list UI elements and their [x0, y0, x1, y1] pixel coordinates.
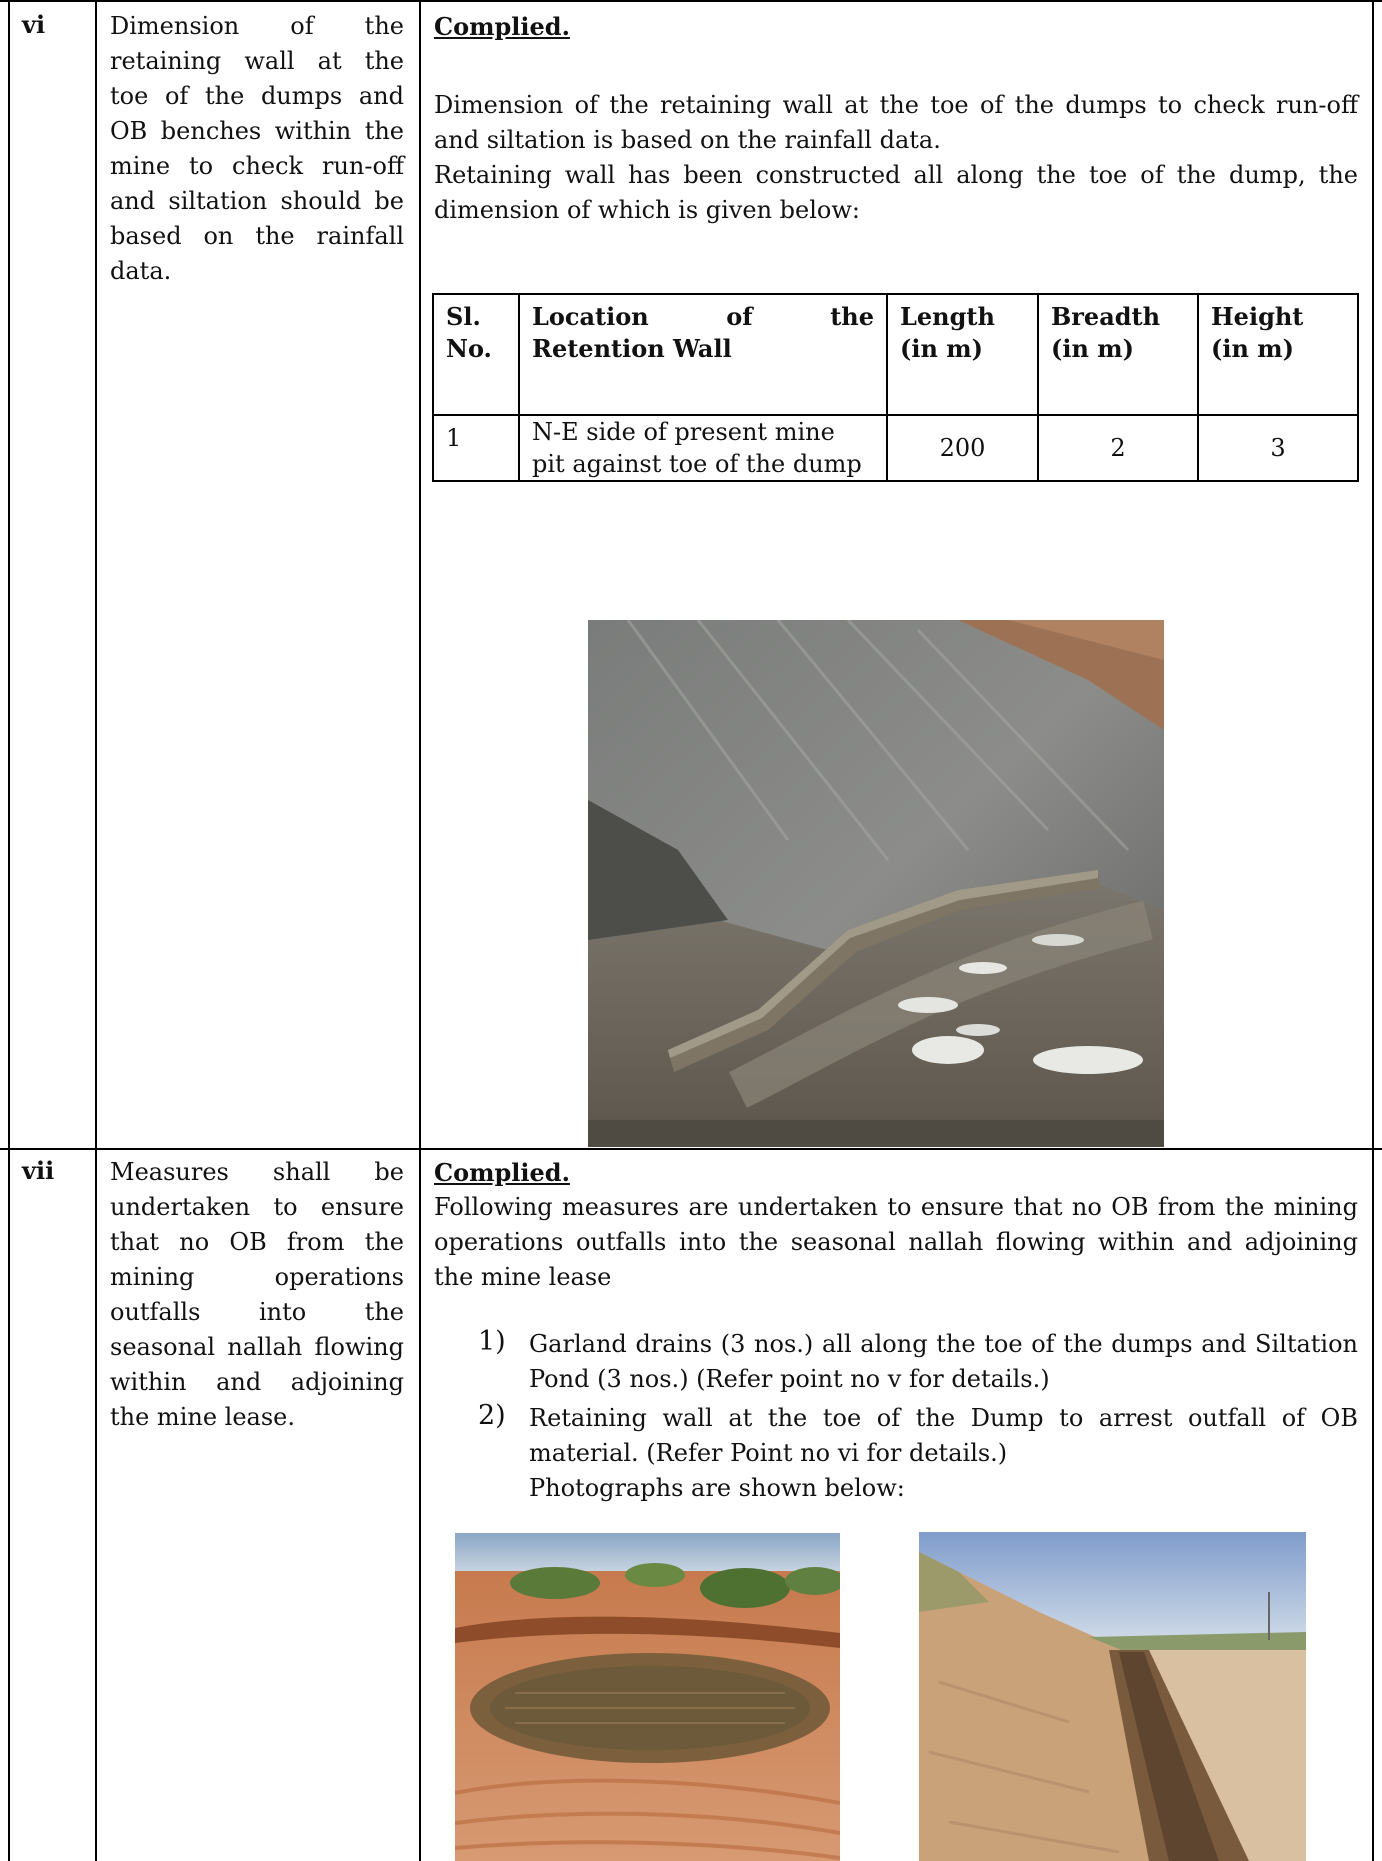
condition-line: based on the rainfall — [110, 222, 404, 250]
condition-line: and siltation should be — [110, 187, 404, 215]
table-left-border — [8, 0, 10, 1861]
serial-number-vii: vii — [22, 1156, 55, 1185]
photos-caption: Photographs are shown below: — [529, 1474, 905, 1502]
header-length: Length (in m) — [887, 294, 1038, 415]
header-location: Location of the Retention Wall — [519, 294, 887, 415]
garland-drain-photo — [919, 1532, 1306, 1861]
serial-number-vi: vi — [22, 10, 46, 39]
column-divider-1 — [95, 0, 97, 1861]
condition-line: Dimension of the — [110, 12, 404, 40]
cell-location: N-E side of present mine pit against toe of the dump — [519, 415, 887, 481]
header-slno: Sl. No. — [433, 294, 519, 415]
condition-line: within and adjoining — [110, 1368, 404, 1396]
table-right-border — [1372, 0, 1374, 1861]
condition-line: retaining wall at the — [110, 47, 404, 75]
paragraph-line: Retaining wall has been constructed all along the toe of the dump, the — [434, 161, 1358, 189]
cell-slno: 1 — [433, 415, 519, 481]
list-item-line: Pond (3 nos.) (Refer point no v for details.) — [529, 1365, 1050, 1393]
condition-line: data. — [110, 257, 172, 285]
list-number: 2) — [478, 1400, 506, 1431]
condition-line: outfalls into the — [110, 1298, 404, 1326]
list-item-line: Garland drains (3 nos.) all along the toe of the dumps and Siltation — [529, 1330, 1358, 1358]
condition-line: undertaken to ensure — [110, 1193, 404, 1221]
list-item-line: material. (Refer Point no vi for details.) — [529, 1439, 1008, 1467]
cell-breadth: 2 — [1038, 415, 1198, 481]
condition-line: mining operations — [110, 1263, 404, 1291]
condition-line: Measures shall be — [110, 1158, 404, 1186]
retaining-wall-dimension-table — [432, 293, 1359, 482]
paragraph-line: Following measures are undertaken to ensure that no OB from the mining — [434, 1193, 1358, 1221]
table-row — [433, 415, 1358, 481]
cell-length: 200 — [887, 415, 1038, 481]
siltation-pond-photo — [455, 1533, 840, 1861]
paragraph-line: the mine lease — [434, 1263, 612, 1291]
column-divider-2 — [419, 0, 421, 1861]
header-height: Height (in m) — [1198, 294, 1358, 415]
table-header-row — [433, 294, 1358, 415]
list-item-line: Retaining wall at the toe of the Dump to arrest outfall of OB — [529, 1404, 1358, 1432]
paragraph-line: dimension of which is given below: — [434, 196, 860, 224]
status-complied-vi: Complied. — [434, 12, 570, 41]
status-complied-vii: Complied. — [434, 1158, 570, 1187]
condition-line: toe of the dumps and — [110, 82, 404, 110]
condition-line: seasonal nallah flowing — [110, 1333, 404, 1361]
condition-line: mine to check run-off — [110, 152, 404, 180]
row-divider — [0, 1148, 1382, 1150]
condition-line: that no OB from the — [110, 1228, 404, 1256]
condition-line: the mine lease. — [110, 1403, 295, 1431]
paragraph-line: Dimension of the retaining wall at the toe of the dumps to check run-off — [434, 91, 1358, 119]
cell-height: 3 — [1198, 415, 1358, 481]
retaining-wall-photo — [588, 620, 1164, 1147]
condition-line: OB benches within the — [110, 117, 404, 145]
header-breadth: Breadth (in m) — [1038, 294, 1198, 415]
table-top-border — [0, 0, 1382, 2]
list-number: 1) — [478, 1326, 506, 1357]
paragraph-line: and siltation is based on the rainfall data. — [434, 126, 941, 154]
paragraph-line: operations outfalls into the seasonal nallah flowing within and adjoining — [434, 1228, 1358, 1256]
